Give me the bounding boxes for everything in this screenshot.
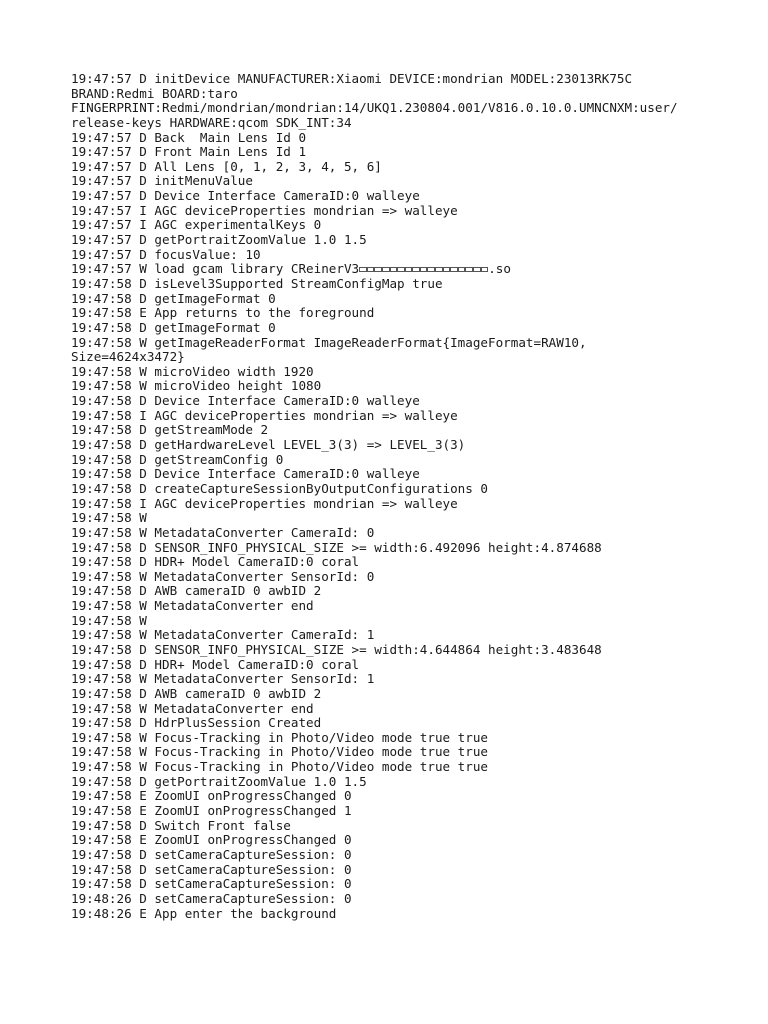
log-line: 19:48:26 E App enter the background <box>71 905 337 921</box>
log-line: 19:47:58 D getImageFormat 0 <box>71 290 276 306</box>
log-line: 19:47:58 D SENSOR_INFO_PHYSICAL_SIZE >= width:6.492096 height:4.874688 <box>71 539 602 555</box>
missing-glyph-box <box>427 267 435 272</box>
log-line: 19:47:58 E ZoomUI onProgressChanged 1 <box>71 803 352 819</box>
log-line: 19:47:58 D createCaptureSessionByOutputConfigurations 0 <box>71 480 489 496</box>
log-line: 19:47:58 D getImageFormat 0 <box>71 319 276 335</box>
log-line: 19:47:57 D initDevice MANUFACTURER:Xiaomi DEVICE:mondrian MODEL:23013RK75C <box>71 71 633 86</box>
log-line: 19:47:58 D AWB cameraID 0 awbID 2 <box>71 583 322 599</box>
log-line: 19:47:58 W <box>71 510 147 526</box>
log-viewer <box>71 72 711 921</box>
missing-glyph-box <box>443 267 451 272</box>
log-line: 19:47:58 I AGC deviceProperties mondrian => walleye <box>71 495 458 511</box>
log-line: 19:47:58 D Switch Front false <box>71 817 291 833</box>
log-line: 19:47:58 E ZoomUI onProgressChanged 0 <box>71 788 352 804</box>
log-line: 19:47:58 D getPortraitZoomValue 1.0 1.5 <box>71 773 367 789</box>
log-line: 19:47:58 W Focus-Tracking in Photo/Video mode true true <box>71 759 489 775</box>
log-line: 19:47:57 D All Lens [0, 1, 2, 3, 4, 5, 6] <box>71 158 382 174</box>
missing-glyph-box <box>458 267 466 272</box>
log-line: 19:47:58 D HDR+ Model CameraID:0 coral <box>71 656 360 672</box>
log-line: 19:47:58 D Device Interface CameraID:0 walleye <box>71 393 420 409</box>
missing-glyph-box <box>473 267 481 272</box>
log-line: Size=4624x3472} <box>71 349 185 365</box>
missing-glyph-box <box>382 267 390 272</box>
log-line: 19:47:58 W MetadataConverter end <box>71 598 314 614</box>
missing-glyph-box <box>359 267 367 272</box>
missing-glyph-box <box>390 267 398 272</box>
log-line: 19:47:58 D isLevel3Supported StreamConfigMap true <box>71 275 443 291</box>
missing-glyph-box <box>420 267 428 272</box>
log-line: 19:47:58 E ZoomUI onProgressChanged 0 <box>71 832 352 848</box>
log-line: 19:47:58 W MetadataConverter CameraId: 1 <box>71 627 375 643</box>
log-line: 19:47:58 D HDR+ Model CameraID:0 coral <box>71 554 360 570</box>
missing-glyph-box <box>374 267 382 272</box>
log-line: 19:47:57 W load gcam library CReinerV3 .so <box>71 261 511 277</box>
log-line: 19:47:58 I AGC deviceProperties mondrian => walleye <box>71 407 458 423</box>
log-line: 19:47:58 E App returns to the foreground <box>71 305 375 321</box>
log-line: 19:47:58 W MetadataConverter SensorId: 1 <box>71 671 375 687</box>
log-line: 19:47:58 D SENSOR_INFO_PHYSICAL_SIZE >= width:4.644864 height:3.483648 <box>71 641 602 657</box>
log-line: 19:47:57 I AGC experimentalKeys 0 <box>71 217 322 233</box>
log-line: 19:47:58 W MetadataConverter end <box>71 700 314 716</box>
missing-glyph-box <box>450 267 458 272</box>
log-line: release-keys HARDWARE:qcom SDK_INT:34 <box>71 114 352 130</box>
log-line: 19:47:58 D setCameraCaptureSession: 0 <box>71 876 352 892</box>
log-line: 19:47:58 W MetadataConverter SensorId: 0 <box>71 568 375 584</box>
missing-glyph-box <box>465 267 473 272</box>
log-line: 19:47:57 D Back Main Lens Id 0 <box>71 129 307 145</box>
missing-glyph-box <box>405 267 413 272</box>
log-line: 19:47:58 W <box>71 612 147 628</box>
missing-glyph-box <box>397 267 405 272</box>
log-line: 19:47:58 D getStreamConfig 0 <box>71 451 284 467</box>
log-line: 19:47:57 D Device Interface CameraID:0 walleye <box>71 188 420 204</box>
missing-glyph-box <box>367 267 375 272</box>
missing-glyph-box <box>412 267 420 272</box>
log-line: 19:47:58 D setCameraCaptureSession: 0 <box>71 861 352 877</box>
log-line: 19:47:58 D Device Interface CameraID:0 walleye <box>71 466 420 482</box>
log-line: 19:47:58 W microVideo width 1920 <box>71 363 314 379</box>
log-line: 19:47:58 D setCameraCaptureSession: 0 <box>71 846 352 862</box>
log-line: 19:48:26 D setCameraCaptureSession: 0 <box>71 890 352 906</box>
log-line: 19:47:58 W MetadataConverter CameraId: 0 <box>71 524 375 540</box>
log-line: 19:47:57 D getPortraitZoomValue 1.0 1.5 <box>71 232 367 248</box>
log-line: FINGERPRINT:Redmi/mondrian/mondrian:14/UKQ1.230804.001/V816.0.10.0.UMNCNXM:user/ <box>71 100 678 116</box>
missing-glyph-box <box>435 267 443 272</box>
log-line: 19:47:58 D HdrPlusSession Created <box>71 715 322 731</box>
log-line: 19:47:58 D getHardwareLevel LEVEL_3(3) => LEVEL_3(3) <box>71 437 466 453</box>
log-line: BRAND:Redmi BOARD:taro <box>71 85 238 101</box>
log-line: 19:47:57 I AGC deviceProperties mondrian => walleye <box>71 202 458 218</box>
log-line: 19:47:57 D focusValue: 10 <box>71 246 261 262</box>
log-line: 19:47:58 W microVideo height 1080 <box>71 378 322 394</box>
log-line: 19:47:57 D Front Main Lens Id 1 <box>71 144 307 160</box>
log-line: 19:47:57 D initMenuValue <box>71 173 253 189</box>
missing-glyph-box <box>481 267 489 272</box>
log-line: 19:47:58 W Focus-Tracking in Photo/Video mode true true <box>71 729 489 745</box>
log-line: 19:47:58 W Focus-Tracking in Photo/Video mode true true <box>71 744 489 760</box>
log-line: 19:47:58 D getStreamMode 2 <box>71 422 269 438</box>
log-line: 19:47:58 D AWB cameraID 0 awbID 2 <box>71 685 322 701</box>
log-line: 19:47:58 W getImageReaderFormat ImageReaderFormat{ImageFormat=RAW10, <box>71 334 587 350</box>
